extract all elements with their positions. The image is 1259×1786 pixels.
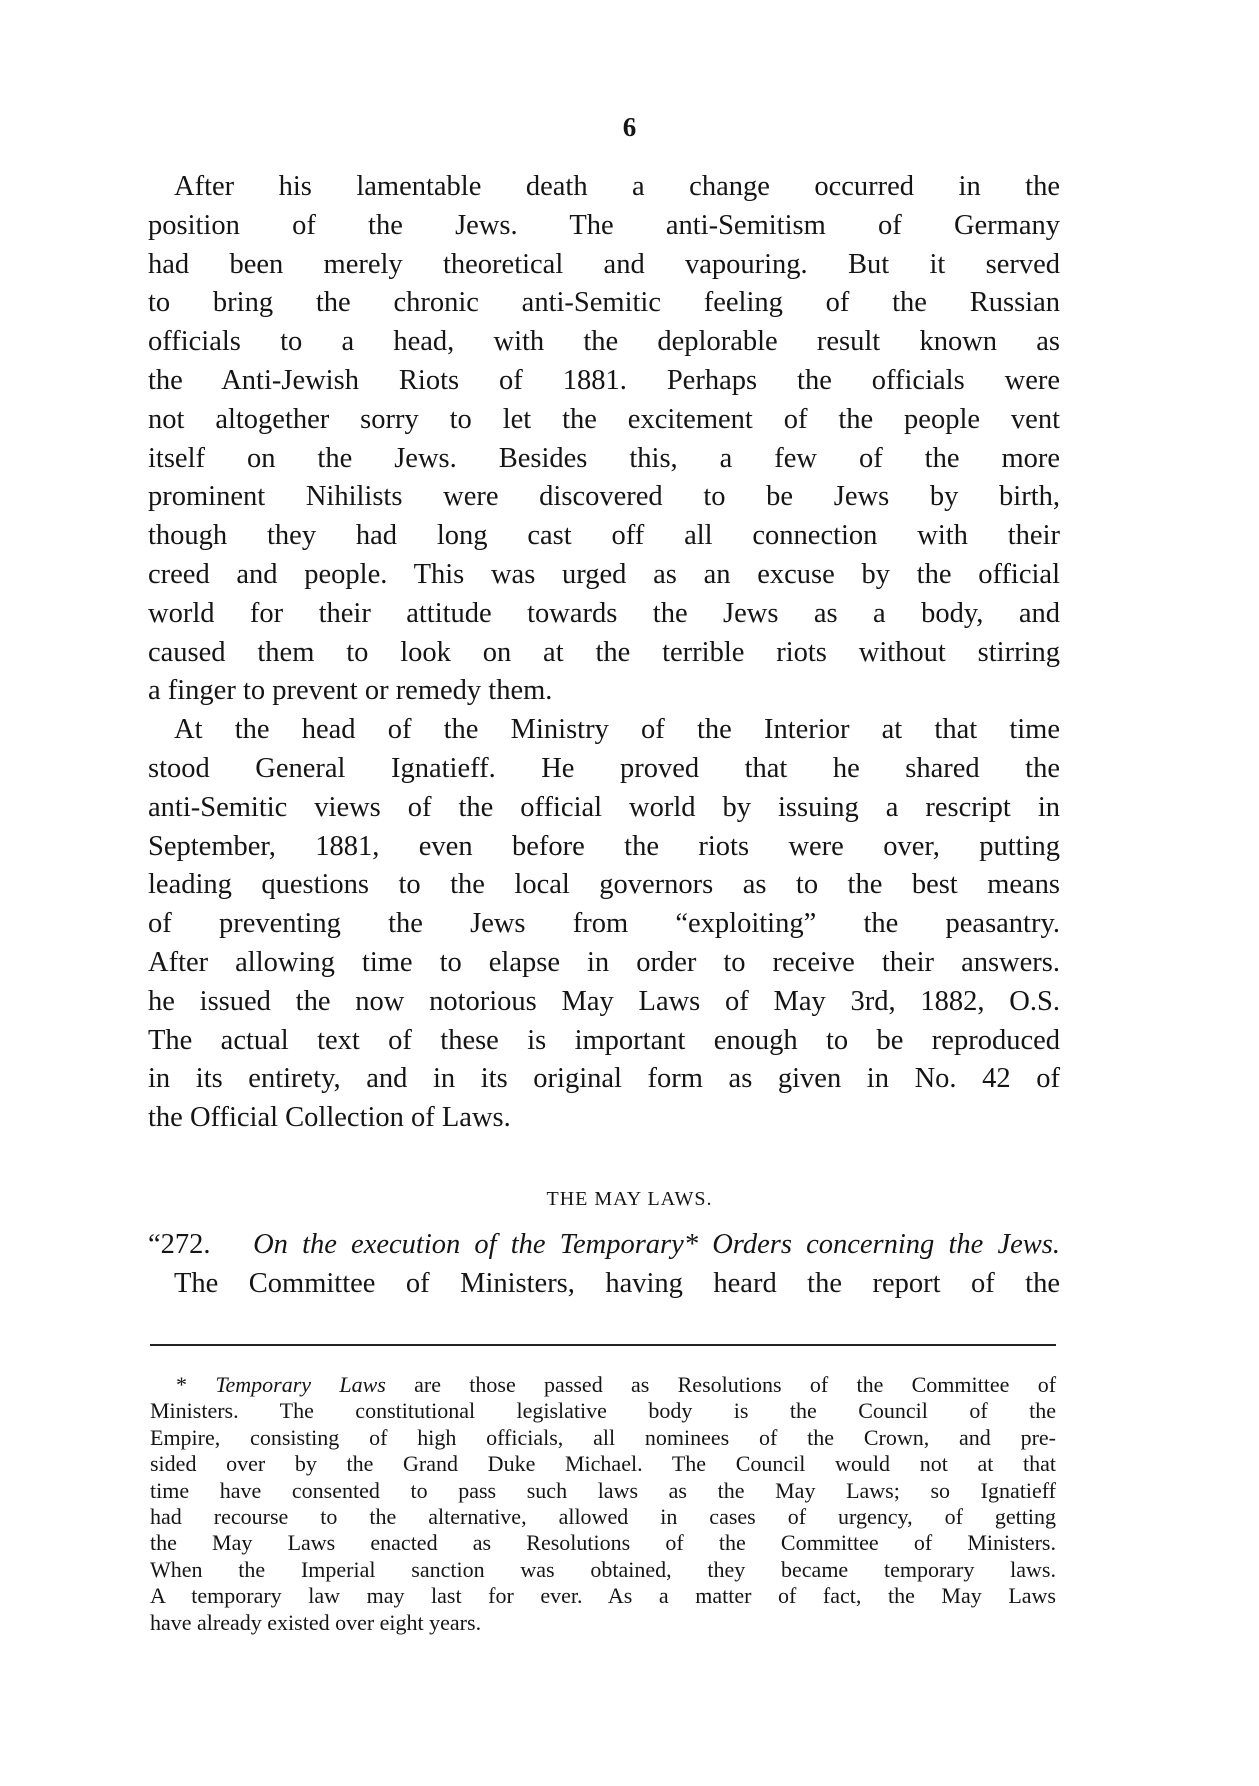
footnote-line: sided over by the Grand Duke Michael. The Council would not at that — [150, 1451, 1056, 1477]
text-line: caused them to look on at the terrible riots without stirring — [148, 636, 1060, 668]
text-line: officials to a head, with the deplorable result known as — [148, 326, 1060, 358]
text-line: position of the Jews. The anti-Semitism of Germany — [148, 209, 1060, 241]
text-line: stood General Ignatieff. He proved that he shared the — [148, 752, 1060, 784]
text-line: prominent Nihilists were discovered to be Jews by birth, — [148, 481, 1060, 513]
law-number: “272. — [148, 1229, 211, 1260]
footnote-line: the May Laws enacted as Resolutions of the Committee of Ministers. — [150, 1530, 1056, 1556]
footnote-line: Empire, consisting of high officials, all nominees of the Crown, and pre- — [150, 1424, 1056, 1450]
body-text — [148, 168, 1060, 1138]
text-line: anti-Semitic views of the official world by issuing a rescript in — [148, 791, 1060, 823]
law-text — [148, 1226, 1060, 1304]
footnote-marker: * — [176, 1372, 187, 1397]
law-title: On the execution of the Temporary* Orders concerning the Jews. — [253, 1229, 1060, 1260]
text-line: itself on the Jews. Besides this, a few of the more — [148, 442, 1060, 474]
law-title-line — [148, 1226, 1060, 1265]
text-line: had been merely theoretical and vapouring. But it served — [148, 248, 1060, 280]
text-line: At the head of the Ministry of the Interior at that time — [174, 714, 1060, 746]
text-line: he issued the now notorious May Laws of May 3rd, 1882, O.S. — [148, 985, 1060, 1017]
footnote-line: time have consented to pass such laws as the May Laws; so Ignatieff — [150, 1477, 1056, 1503]
text-line: After allowing time to elapse in order to receive their answers. — [148, 946, 1060, 978]
text-line: September, 1881, even before the riots were over, putting — [148, 830, 1060, 862]
text-line: the Anti-Jewish Riots of 1881. Perhaps the officials were — [148, 364, 1060, 396]
footnote-divider — [150, 1344, 1056, 1346]
footnote-first-rest: are those passed as Resolutions of the Committee of — [414, 1372, 1057, 1397]
text-line: After his lamentable death a change occurred in the — [174, 171, 1060, 202]
text-line: creed and people. This was urged as an excuse by the official — [148, 558, 1060, 590]
text-line: though they had long cast off all connection with their — [148, 520, 1060, 552]
text-line: The actual text of these is important enough to be reproduced — [148, 1024, 1060, 1056]
text-line: a finger to prevent or remedy them. — [148, 675, 553, 707]
text-line: the Official Collection of Laws. — [148, 1102, 511, 1134]
footnote-line: When the Imperial sanction was obtained, they became temporary laws. — [150, 1556, 1056, 1582]
footnote-italic-lead: Temporary Laws — [215, 1372, 386, 1397]
footnote-line: A temporary law may last for ever. As a matter of fact, the May Laws — [150, 1583, 1056, 1609]
text-line: world for their attitude towards the Jews as a body, and — [148, 597, 1060, 629]
text-line: in its entirety, and in its original form as given in No. 42 of — [148, 1063, 1060, 1095]
text-line: to bring the chronic anti-Semitic feeling of the Russian — [148, 287, 1060, 319]
text-line: not altogether sorry to let the excitement of the people vent — [148, 403, 1060, 435]
footnote-line: had recourse to the alternative, allowed in cases of urgency, of getting — [150, 1503, 1056, 1529]
footnote — [150, 1372, 1056, 1636]
page-number: 6 — [622, 112, 637, 142]
footnote-line: Ministers. The constitutional legislative body is the Council of the — [150, 1398, 1056, 1424]
section-heading: THE MAY LAWS. — [546, 1188, 713, 1210]
text-line: of preventing the Jews from “exploiting” the peasantry. — [148, 908, 1060, 940]
text-line: leading questions to the local governors as to the best means — [148, 869, 1060, 901]
law-line: The Committee of Ministers, having heard the report of the — [174, 1267, 1060, 1299]
footnote-line: have already existed over eight years. — [150, 1609, 482, 1635]
footnote-line — [150, 1372, 1056, 1398]
